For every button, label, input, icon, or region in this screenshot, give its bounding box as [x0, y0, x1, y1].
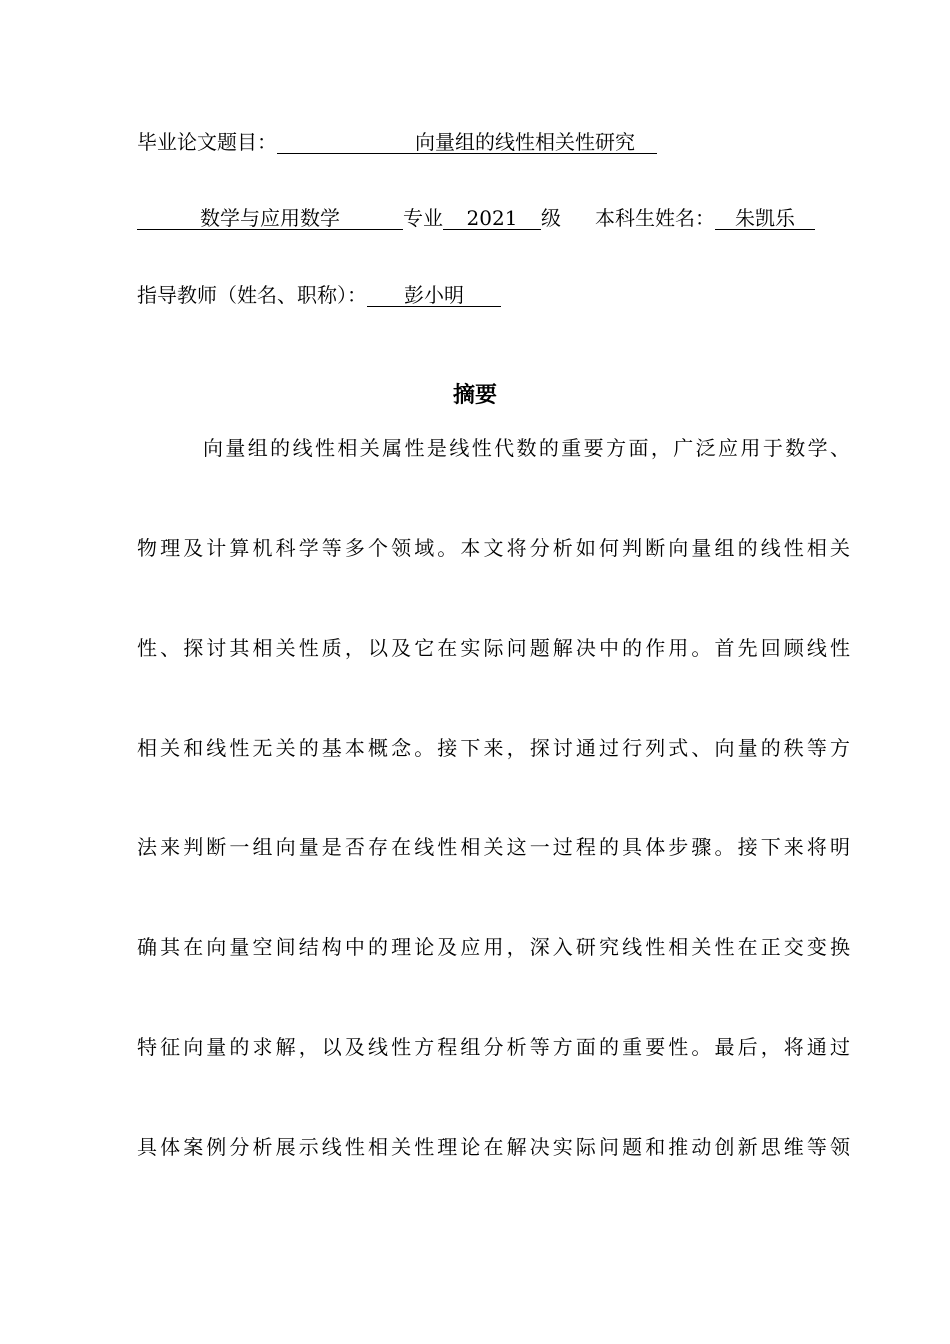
student-name-value: 朱凯乐: [715, 207, 815, 230]
thesis-title-value: 向量组的线性相关性研究: [277, 131, 657, 154]
abstract-heading: 摘要: [452, 383, 497, 408]
major-info-line: [137, 206, 815, 230]
year-value: 2021: [443, 207, 541, 230]
advisor-label: 指导教师（姓名、职称）：: [137, 283, 367, 307]
abstract-line: 确其在向量空间结构中的理论及应用，深入研究线性相关性在正交变换: [137, 935, 850, 959]
thesis-title-line: [137, 130, 657, 154]
advisor-value: 彭小明: [367, 284, 501, 307]
thesis-title-label: 毕业论文题目：: [137, 130, 277, 154]
abstract-line: 相关和线性无关的基本概念。接下来，探讨通过行列式、向量的秩等方: [137, 736, 850, 760]
abstract-line: 性、探讨其相关性质，以及它在实际问题解决中的作用。首先回顾线性: [137, 636, 850, 660]
abstract-line: 具体案例分析展示线性相关性理论在解决实际问题和推动创新思维等领: [137, 1135, 850, 1159]
major-value: 数学与应用数学: [137, 207, 403, 230]
major-label: 专业: [403, 206, 443, 230]
abstract-line: 法来判断一组向量是否存在线性相关这一过程的具体步骤。接下来将明: [137, 835, 850, 859]
abstract-line: 特征向量的求解，以及线性方程组分析等方面的重要性。最后，将通过: [137, 1035, 850, 1059]
abstract-line: 物理及计算机科学等多个领域。本文将分析如何判断向量组的线性相关: [137, 536, 850, 560]
student-name-label: 本科生姓名：: [595, 206, 715, 230]
advisor-line: [137, 283, 501, 307]
year-label: 级: [541, 206, 561, 230]
abstract-line: 向量组的线性相关属性是线性代数的重要方面，广泛应用于数学、: [203, 436, 850, 460]
